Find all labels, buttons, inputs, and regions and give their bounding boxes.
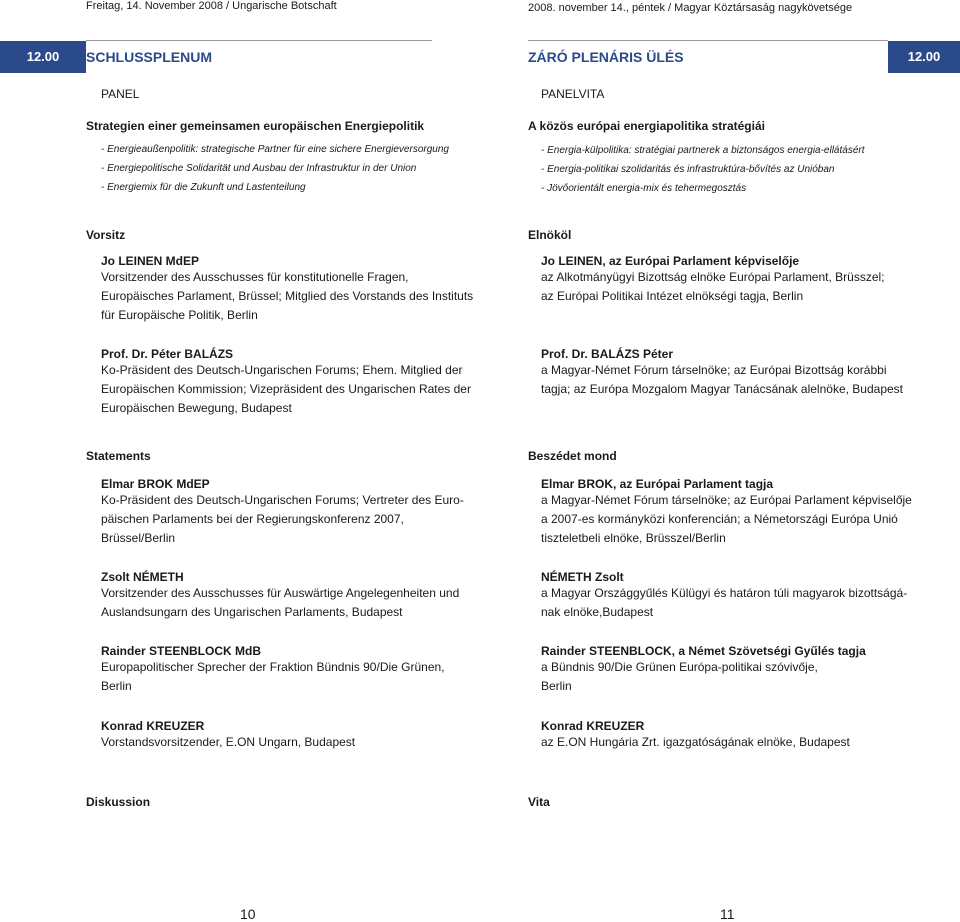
person-desc: Auslandsungarn des Ungarischen Parlaments, Budapest xyxy=(101,605,403,619)
person-desc: Berlin xyxy=(541,679,572,693)
topic-item: - Jövőorientált energia-mix és tehermegosztás xyxy=(541,183,747,194)
statements-label-right: Beszédet mond xyxy=(528,449,617,463)
person-desc: a Bündnis 90/Die Grünen Európa-politikai szóvivője, xyxy=(541,660,818,674)
person-desc: Ko-Präsident des Deutsch-Ungarischen Forums; Ehem. Mitglied der xyxy=(101,363,463,377)
person-desc: tiszteletbeli elnöke, Brüsszel/Berlin xyxy=(541,531,726,545)
discussion-label-right: Vita xyxy=(528,795,550,809)
panel-title-right: A közös európai energiapolitika stratégiái xyxy=(528,119,765,133)
person-desc: für Europäische Politik, Berlin xyxy=(101,308,258,322)
person-desc: tagja; az Európa Mozgalom Magyar Tanácsának alelnöke, Budapest xyxy=(541,382,903,396)
person-desc: a Magyar-Német Fórum társelnöke; az Európai Bizottság korábbi xyxy=(541,363,887,377)
person-desc: Europäischen Bewegung, Budapest xyxy=(101,401,292,415)
person-desc: az E.ON Hungária Zrt. igazgatóságának elnöke, Budapest xyxy=(541,735,850,749)
person-desc: a 2007-es kormányközi konferencián; a Németországi Európa Unió xyxy=(541,512,898,526)
person-desc: Europapolitischer Sprecher der Fraktion Bündnis 90/Die Grünen, xyxy=(101,660,445,674)
person-name: Konrad KREUZER xyxy=(101,719,205,733)
topic-list-right xyxy=(541,141,865,198)
header-left: Freitag, 14. November 2008 / Ungarische Botschaft xyxy=(86,0,337,12)
topic-item: - Energiepolitische Solidarität und Ausbau der Infrastruktur in der Union xyxy=(101,163,417,174)
person-name: Zsolt NÉMETH xyxy=(101,570,184,584)
chair-label-left: Vorsitz xyxy=(86,228,126,242)
person-desc: päischen Parlaments bei der Regierungskonferenz 2007, xyxy=(101,512,404,526)
person-desc: az Alkotmányügyi Bizottság elnöke Európai Parlament, Brüsszel; xyxy=(541,270,885,284)
section-title-left: SCHLUSSPLENUM xyxy=(86,49,213,65)
person-desc: Ko-Präsident des Deutsch-Ungarischen Forums; Vertreter des Euro- xyxy=(101,493,464,507)
statement-entry-right-1 xyxy=(541,477,912,548)
section-title-right: ZÁRÓ PLENÁRIS ÜLÉS xyxy=(528,49,684,65)
person-name: Elmar BROK, az Európai Parlament tagja xyxy=(541,477,774,491)
topic-list-left xyxy=(101,140,449,197)
person-desc: a Magyar Országgyűlés Külügyi és határon túli magyarok bizottságá- xyxy=(541,586,908,600)
topic-item: - Energia-külpolitika: stratégiai partnerek a biztonságos energia-ellátásért xyxy=(541,145,865,156)
person-desc: nak elnöke,Budapest xyxy=(541,605,654,619)
person-name: NÉMETH Zsolt xyxy=(541,570,624,584)
person-desc: az Európai Politikai Intézet elnökségi tagja, Berlin xyxy=(541,289,804,303)
chair-entry-left-1 xyxy=(101,254,473,325)
chair-entry-left-2 xyxy=(101,347,471,418)
statement-entry-left-2 xyxy=(101,570,459,622)
page-number-right: 11 xyxy=(720,906,735,922)
statement-entry-left-1 xyxy=(101,477,464,548)
person-desc: Brüssel/Berlin xyxy=(101,531,176,545)
person-desc: Vorstandsvorsitzender, E.ON Ungarn, Budapest xyxy=(101,735,356,749)
statement-entry-left-3 xyxy=(101,644,445,696)
topic-item: - Energia-politikai szolidaritás és infrastruktúra-bővítés az Unióban xyxy=(541,164,835,175)
page-number-left: 10 xyxy=(240,906,256,922)
person-name: Jo LEINEN MdEP xyxy=(101,254,200,268)
topic-item: - Energieaußenpolitik: strategische Partner für eine sichere Energieversorgung xyxy=(101,144,449,155)
panel-label-left: PANEL xyxy=(101,87,140,101)
person-name: Elmar BROK MdEP xyxy=(101,477,210,491)
time-box-left: 12.00 xyxy=(0,41,86,73)
time-box-right: 12.00 xyxy=(888,41,960,73)
statement-entry-right-3 xyxy=(541,644,866,696)
person-name: Konrad KREUZER xyxy=(541,719,645,733)
statement-entry-right-4 xyxy=(541,719,850,752)
panel-label-right: PANELVITA xyxy=(541,87,605,101)
person-desc: Europäisches Parlament, Brüssel; Mitglied des Vorstands des Instituts xyxy=(101,289,474,303)
chair-entry-right-2 xyxy=(541,347,903,399)
person-desc: Vorsitzender des Ausschusses für Auswärtige Angelegenheiten und xyxy=(101,586,460,600)
chair-label-right: Elnököl xyxy=(528,228,572,242)
person-name: Jo LEINEN, az Európai Parlament képviselője xyxy=(541,254,800,268)
topic-item: - Energiemix für die Zukunft und Lastenteilung xyxy=(101,182,306,193)
person-desc: a Magyar-Német Fórum társelnöke; az Európai Parlament képviselője xyxy=(541,493,912,507)
statement-entry-right-2 xyxy=(541,570,907,622)
statement-entry-left-4 xyxy=(101,719,355,752)
divider-right xyxy=(528,40,888,41)
person-desc: Vorsitzender des Ausschusses für konstitutionelle Fragen, xyxy=(101,270,409,284)
chair-entry-right-1 xyxy=(541,254,885,306)
person-desc: Berlin xyxy=(101,679,132,693)
header-right: 2008. november 14., péntek / Magyar Köztársaság nagykövetsége xyxy=(528,2,853,14)
person-name: Rainder STEENBLOCK, a Német Szövetségi Gyűlés tagja xyxy=(541,644,866,658)
person-name: Rainder STEENBLOCK MdB xyxy=(101,644,262,658)
divider-left xyxy=(86,40,432,41)
statements-label-left: Statements xyxy=(86,449,151,463)
discussion-label-left: Diskussion xyxy=(86,795,151,809)
panel-title-left: Strategien einer gemeinsamen europäischen Energiepolitik xyxy=(86,119,425,133)
person-desc: Europäischen Kommission; Vizepräsident des Ungarischen Rates der xyxy=(101,382,471,396)
person-name: Prof. Dr. Péter BALÁZS xyxy=(101,347,234,361)
person-name: Prof. Dr. BALÁZS Péter xyxy=(541,347,674,361)
